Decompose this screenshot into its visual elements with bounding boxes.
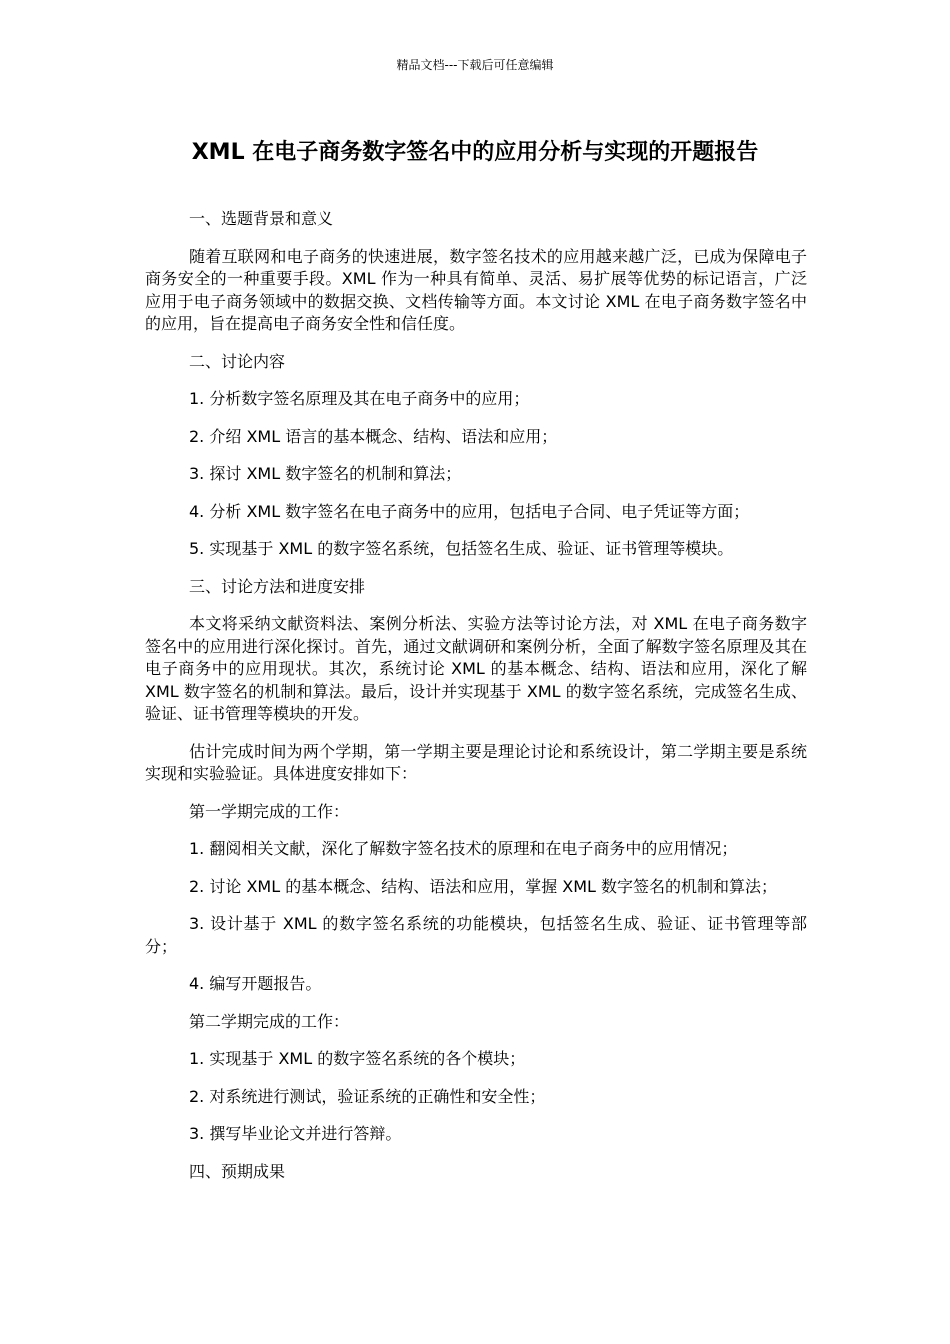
list-item: 4. 分析 XML 数字签名在电子商务中的应用，包括电子合同、电子凭证等方面； (189, 501, 750, 521)
document-title: XML 在电子商务数字签名中的应用分析与实现的开题报告 (191, 140, 759, 165)
header-note: 精品文档---下载后可任意编辑 (396, 58, 554, 72)
list-item: 2. 对系统进行测试，验证系统的正确性和安全性； (189, 1086, 546, 1106)
list-item: 1. 分析数字签名原理及其在电子商务中的应用； (189, 389, 530, 408)
section-heading-content: 二、讨论内容 (189, 351, 286, 371)
paragraph-methods: 本文将采纳文献资料法、案例分析法、实验方法等讨论方法，对 XML 在电子商务数字签名中的应用进行深化探讨。首先，通过文献调研和案例分析，全面了解数字签名原理及其在电子商务中的应用现状。其次，系统讨论 XML 的基本概念、结构、语法和应用，深化了解 XML 数字签名的机制和算法。最后，设计并实现基于 XML 的数字签名系统，完成签名生成、验证、证书管理等模块的开发。 (145, 614, 807, 723)
section-heading-outcomes: 四、预期成果 (189, 1161, 286, 1181)
paragraph-schedule: 估计完成时间为两个学期，第一学期主要是理论讨论和系统设计，第二学期主要是系统实现和实验验证。具体进度安排如下： (145, 741, 807, 783)
list-item: 4. 编写开题报告。 (189, 974, 322, 993)
document-body (145, 208, 807, 1198)
subheading-first-semester: 第一学期完成的工作： (189, 801, 350, 821)
subheading-second-semester: 第二学期完成的工作： (189, 1011, 350, 1031)
section-heading-methods: 三、讨论方法和进度安排 (189, 576, 366, 596)
list-item: 2. 讨论 XML 的基本概念、结构、语法和应用，掌握 XML 数字签名的机制和算法； (189, 876, 778, 896)
paragraph-background: 随着互联网和电子商务的快速进展，数字签名技术的应用越来越广泛，已成为保障电子商务安全的一种重要手段。XML 作为一种具有简单、灵活、易扩展等优势的标记语言，广泛应用于电子商务领域中的数据交换、文档传输等方面。本文讨论 XML 在电子商务数字签名中的应用，旨在提高电子商务安全性和信任度。 (145, 246, 807, 333)
list-item: 1. 翻阅相关文献，深化了解数字签名技术的原理和在电子商务中的应用情况； (189, 839, 738, 858)
list-item: 3. 设计基于 XML 的数字签名系统的功能模块，包括签名生成、验证、证书管理等部分； (145, 914, 807, 956)
list-item: 5. 实现基于 XML 的数字签名系统，包括签名生成、验证、证书管理等模块。 (189, 539, 734, 558)
list-item: 2. 介绍 XML 语言的基本概念、结构、语法和应用； (189, 426, 558, 446)
section-heading-background: 一、选题背景和意义 (189, 209, 334, 228)
list-item: 3. 撰写毕业论文并进行答辩。 (189, 1124, 402, 1143)
list-item: 1. 实现基于 XML 的数字签名系统的各个模块； (189, 1049, 526, 1068)
list-item: 3. 探讨 XML 数字签名的机制和算法； (189, 464, 462, 483)
